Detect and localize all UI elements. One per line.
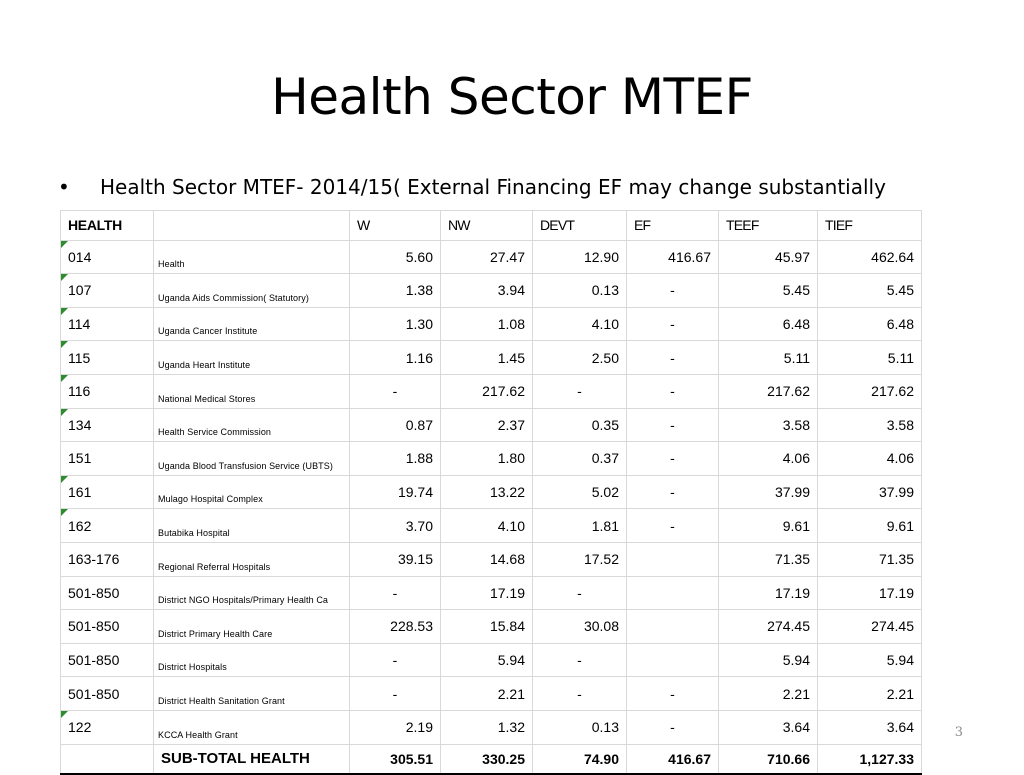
row-nw: 1.80 xyxy=(441,442,533,476)
subtotal-teef: 710.66 xyxy=(719,744,818,774)
cell-marker-icon xyxy=(61,274,68,281)
cell-marker-icon xyxy=(61,308,68,315)
row-ef: - xyxy=(627,408,719,442)
row-tief: 5.94 xyxy=(818,643,922,677)
subtotal-code-cell xyxy=(61,744,154,774)
row-name: KCCA Health Grant xyxy=(154,710,350,744)
row-teef: 5.11 xyxy=(719,341,818,375)
table-row xyxy=(61,240,922,274)
table-row xyxy=(61,374,922,408)
row-ef: - xyxy=(627,341,719,375)
row-teef: 217.62 xyxy=(719,374,818,408)
row-devt: 17.52 xyxy=(533,542,627,576)
row-teef: 2.21 xyxy=(719,677,818,711)
row-w: - xyxy=(350,677,441,711)
page-number: 3 xyxy=(954,725,963,740)
row-ef: - xyxy=(627,374,719,408)
row-w: 39.15 xyxy=(350,542,441,576)
row-teef: 71.35 xyxy=(719,542,818,576)
row-devt: 2.50 xyxy=(533,341,627,375)
table-row xyxy=(61,576,922,610)
table-row xyxy=(61,509,922,543)
row-devt: 5.02 xyxy=(533,475,627,509)
row-code xyxy=(61,475,154,509)
row-code-text: 116 xyxy=(68,383,91,400)
row-tief: 5.45 xyxy=(818,274,922,308)
row-name: Health Service Commission xyxy=(154,408,350,442)
row-ef: - xyxy=(627,442,719,476)
row-teef: 5.94 xyxy=(719,643,818,677)
row-devt: 0.13 xyxy=(533,274,627,308)
row-name: Health xyxy=(154,240,350,274)
row-devt: 4.10 xyxy=(533,307,627,341)
row-teef: 3.64 xyxy=(719,710,818,744)
row-ef xyxy=(627,542,719,576)
table-row xyxy=(61,677,922,711)
row-name: Butabika Hospital xyxy=(154,509,350,543)
row-name: Mulago Hospital Complex xyxy=(154,475,350,509)
row-code-text: 501-850 xyxy=(68,685,120,702)
row-devt: 12.90 xyxy=(533,240,627,274)
row-teef: 4.06 xyxy=(719,442,818,476)
row-tief: 5.11 xyxy=(818,341,922,375)
row-teef: 37.99 xyxy=(719,475,818,509)
row-ef: - xyxy=(627,274,719,308)
bullet-point xyxy=(58,174,886,200)
row-devt: - xyxy=(533,576,627,610)
row-nw: 27.47 xyxy=(441,240,533,274)
row-code xyxy=(61,374,154,408)
row-teef: 274.45 xyxy=(719,610,818,644)
row-ef: - xyxy=(627,509,719,543)
table-row xyxy=(61,643,922,677)
table-row xyxy=(61,408,922,442)
row-code-text: 161 xyxy=(68,484,92,501)
row-ef: - xyxy=(627,307,719,341)
cell-marker-icon xyxy=(61,409,68,416)
row-nw: 5.94 xyxy=(441,643,533,677)
row-devt: 30.08 xyxy=(533,610,627,644)
row-code-text: 501-850 xyxy=(68,652,120,669)
row-w: - xyxy=(350,643,441,677)
row-nw: 15.84 xyxy=(441,610,533,644)
mtef-table xyxy=(60,210,922,775)
row-w: 1.16 xyxy=(350,341,441,375)
cell-marker-icon xyxy=(61,341,68,348)
row-code xyxy=(61,240,154,274)
row-teef: 3.58 xyxy=(719,408,818,442)
row-code-text: 163-176 xyxy=(68,551,120,568)
row-ef: - xyxy=(627,710,719,744)
table-row xyxy=(61,341,922,375)
row-w: - xyxy=(350,374,441,408)
row-w: 2.19 xyxy=(350,710,441,744)
header-teef: TEEF xyxy=(719,211,818,241)
subtotal-tief: 1,127.33 xyxy=(818,744,922,774)
subtotal-label: SUB-TOTAL HEALTH xyxy=(154,744,350,774)
row-name: Uganda Heart Institute xyxy=(154,341,350,375)
row-code xyxy=(61,341,154,375)
row-w: 1.88 xyxy=(350,442,441,476)
row-teef: 45.97 xyxy=(719,240,818,274)
row-teef: 17.19 xyxy=(719,576,818,610)
row-nw: 17.19 xyxy=(441,576,533,610)
row-nw: 1.32 xyxy=(441,710,533,744)
row-w: 3.70 xyxy=(350,509,441,543)
row-name: District Health Sanitation Grant xyxy=(154,677,350,711)
row-code-text: 134 xyxy=(68,416,92,433)
row-name: District NGO Hospitals/Primary Health Ca xyxy=(154,576,350,610)
row-code-text: 501-850 xyxy=(68,618,120,635)
table-row xyxy=(61,307,922,341)
row-code xyxy=(61,677,154,711)
header-devt: DEVT xyxy=(533,211,627,241)
row-code-text: 501-850 xyxy=(68,584,120,601)
row-ef: - xyxy=(627,475,719,509)
row-tief: 37.99 xyxy=(818,475,922,509)
row-w: 0.87 xyxy=(350,408,441,442)
row-tief: 4.06 xyxy=(818,442,922,476)
row-ef: - xyxy=(627,677,719,711)
row-name: Uganda Cancer Institute xyxy=(154,307,350,341)
subtotal-w: 305.51 xyxy=(350,744,441,774)
row-w: 1.38 xyxy=(350,274,441,308)
row-code xyxy=(61,576,154,610)
row-devt: 0.13 xyxy=(533,710,627,744)
row-code-text: 114 xyxy=(68,316,91,333)
row-code xyxy=(61,408,154,442)
row-code xyxy=(61,610,154,644)
row-code-text: 122 xyxy=(68,719,92,736)
row-name: District Primary Health Care xyxy=(154,610,350,644)
row-w: 5.60 xyxy=(350,240,441,274)
row-tief: 3.58 xyxy=(818,408,922,442)
subtotal-devt: 74.90 xyxy=(533,744,627,774)
row-name: National Medical Stores xyxy=(154,374,350,408)
cell-marker-icon xyxy=(61,509,68,516)
cell-marker-icon xyxy=(61,241,68,248)
row-nw: 3.94 xyxy=(441,274,533,308)
row-teef: 9.61 xyxy=(719,509,818,543)
row-code-text: 151 xyxy=(68,450,92,467)
row-code xyxy=(61,643,154,677)
row-code-text: 115 xyxy=(68,349,91,366)
row-devt: 0.37 xyxy=(533,442,627,476)
row-ef: 416.67 xyxy=(627,240,719,274)
header-w: W xyxy=(350,211,441,241)
row-nw: 1.45 xyxy=(441,341,533,375)
row-nw: 1.08 xyxy=(441,307,533,341)
row-teef: 6.48 xyxy=(719,307,818,341)
row-code xyxy=(61,442,154,476)
table-header-row xyxy=(61,211,922,241)
row-w: 1.30 xyxy=(350,307,441,341)
header-tief: TIEF xyxy=(818,211,922,241)
row-tief: 274.45 xyxy=(818,610,922,644)
subtotal-row xyxy=(61,744,922,774)
row-tief: 217.62 xyxy=(818,374,922,408)
bullet-text: Health Sector MTEF- 2014/15( External Financing EF may change substantially xyxy=(100,175,886,199)
subtotal-ef: 416.67 xyxy=(627,744,719,774)
table-row xyxy=(61,610,922,644)
subtotal-nw: 330.25 xyxy=(441,744,533,774)
row-w: - xyxy=(350,576,441,610)
row-nw: 2.37 xyxy=(441,408,533,442)
slide-title: Health Sector MTEF xyxy=(271,68,753,126)
table-row xyxy=(61,442,922,476)
row-devt: 1.81 xyxy=(533,509,627,543)
row-name: Uganda Blood Transfusion Service (UBTS) xyxy=(154,442,350,476)
header-ef: EF xyxy=(627,211,719,241)
row-tief: 71.35 xyxy=(818,542,922,576)
row-code xyxy=(61,274,154,308)
row-ef xyxy=(627,610,719,644)
table-row xyxy=(61,274,922,308)
row-devt: - xyxy=(533,374,627,408)
row-teef: 5.45 xyxy=(719,274,818,308)
header-name xyxy=(154,211,350,241)
row-code xyxy=(61,307,154,341)
row-tief: 2.21 xyxy=(818,677,922,711)
row-code xyxy=(61,509,154,543)
row-tief: 6.48 xyxy=(818,307,922,341)
row-tief: 17.19 xyxy=(818,576,922,610)
row-code-text: 162 xyxy=(68,517,92,534)
row-code-text: 014 xyxy=(68,248,92,265)
row-name: Regional Referral Hospitals xyxy=(154,542,350,576)
row-nw: 2.21 xyxy=(441,677,533,711)
bullet-dot-icon: • xyxy=(58,175,70,199)
row-ef xyxy=(627,643,719,677)
header-nw: NW xyxy=(441,211,533,241)
row-tief: 3.64 xyxy=(818,710,922,744)
row-code xyxy=(61,542,154,576)
row-devt: - xyxy=(533,643,627,677)
cell-marker-icon xyxy=(61,375,68,382)
row-code xyxy=(61,710,154,744)
table-row xyxy=(61,475,922,509)
header-health: HEALTH xyxy=(61,211,154,241)
row-nw: 217.62 xyxy=(441,374,533,408)
row-tief: 9.61 xyxy=(818,509,922,543)
row-nw: 4.10 xyxy=(441,509,533,543)
row-ef xyxy=(627,576,719,610)
row-w: 228.53 xyxy=(350,610,441,644)
row-tief: 462.64 xyxy=(818,240,922,274)
table-row xyxy=(61,710,922,744)
row-w: 19.74 xyxy=(350,475,441,509)
row-name: District Hospitals xyxy=(154,643,350,677)
row-devt: 0.35 xyxy=(533,408,627,442)
cell-marker-icon xyxy=(61,711,68,718)
row-nw: 13.22 xyxy=(441,475,533,509)
row-code-text: 107 xyxy=(68,282,92,299)
row-devt: - xyxy=(533,677,627,711)
table-row xyxy=(61,542,922,576)
row-nw: 14.68 xyxy=(441,542,533,576)
cell-marker-icon xyxy=(61,476,68,483)
row-name: Uganda Aids Commission( Statutory) xyxy=(154,274,350,308)
